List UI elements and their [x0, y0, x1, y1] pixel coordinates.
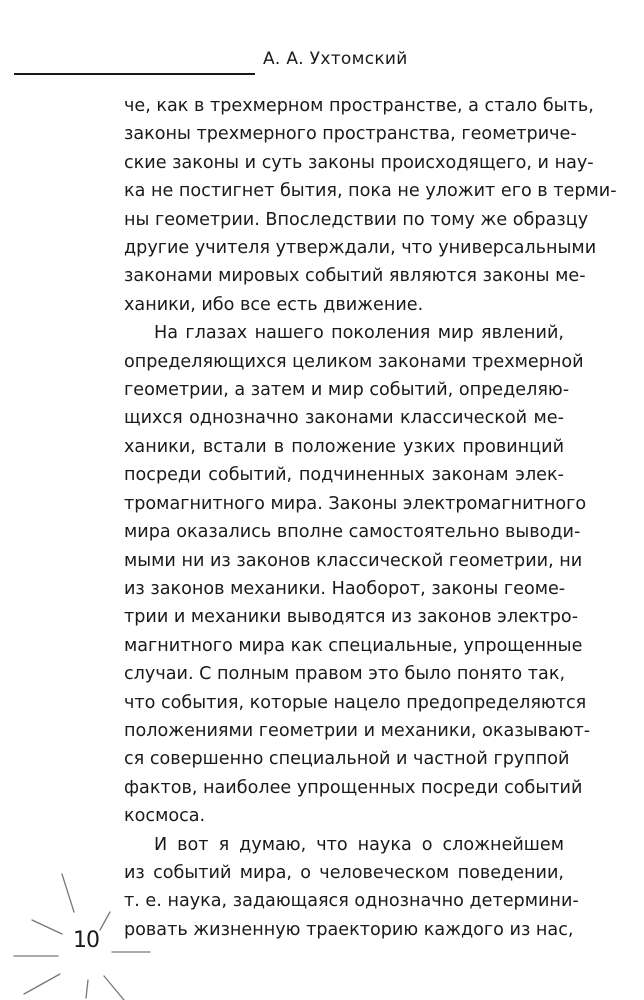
text-line: ка не постигнет бытия, пока не уложит его в терми- — [124, 181, 617, 202]
text-line: из законов механики. Наоборот, законы геоме- — [124, 578, 566, 599]
text-line: другие учителя утверждали, что универсальными — [124, 238, 597, 259]
text-line: космоса. — [124, 806, 206, 827]
running-head: А. А. Ухтомский — [263, 49, 408, 69]
text-line: ровать жизненную траекторию каждого из нас, — [124, 919, 574, 940]
text-line: что события, которые нацело предопределяются — [124, 692, 587, 713]
text-line: ны геометрии. Впоследствии по тому же образцу — [124, 209, 589, 230]
text-line: трии и механики выводятся из законов электро- — [124, 607, 579, 628]
text-line: тромагнитного мира. Законы электромагнитного — [124, 493, 587, 514]
text-line: законами мировых событий являются законы ме- — [124, 266, 586, 287]
text-line: щихся однозначно законами классической ме- — [124, 408, 564, 429]
body-text — [124, 92, 617, 944]
text-line: законы трехмерного пространства, геометриче- — [124, 124, 577, 145]
text-line: т. е. наука, задающаяся однозначно детермини- — [124, 891, 579, 912]
page-number: 10 — [73, 928, 99, 953]
text-line: случаи. С полным правом это было понято так, — [124, 664, 566, 685]
text-line: ханики, ибо все есть движение. — [124, 294, 424, 315]
text-line: магнитного мира как специальные, упрощенные — [124, 635, 583, 656]
text-line: положениями геометрии и механики, оказывают- — [124, 720, 591, 741]
text-line: На глазах нашего поколения мир явлений, — [154, 323, 564, 344]
header-rule — [14, 73, 255, 75]
text-line: И вот я думаю, что наука о сложнейшем — [154, 834, 564, 855]
text-line: фактов, наиболее упрощенных посреди событий — [124, 777, 583, 798]
text-line: определяющихся целиком законами трехмерной — [124, 351, 584, 372]
text-line: ские законы и суть законы происходящего, и нау- — [124, 152, 594, 173]
text-line: ся совершенно специальной и частной группой — [124, 749, 570, 770]
text-line: ханики, встали в положение узких провинций — [124, 436, 564, 457]
text-line: геометрии, а затем и мир событий, определяю- — [124, 380, 570, 401]
text-line: мира оказались вполне самостоятельно выводи- — [124, 522, 581, 543]
text-line: из событий мира, о человеческом поведении, — [124, 862, 564, 883]
text-line: че, как в трехмерном пространстве, а стало быть, — [124, 96, 594, 116]
text-line: посреди событий, подчиненных законам элек- — [124, 465, 564, 486]
text-line: мыми ни из законов классической геометрии, ни — [124, 550, 583, 571]
